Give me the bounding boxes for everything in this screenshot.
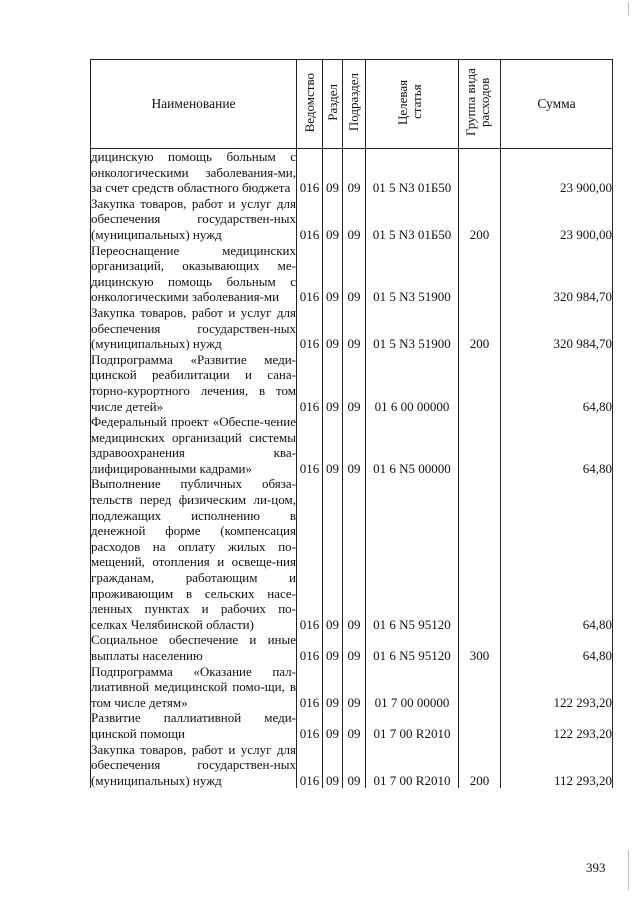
- row-razdel-cell: 09: [323, 414, 343, 476]
- header-podrazdel: [343, 60, 366, 149]
- row-gruppa-cell: [459, 243, 501, 305]
- row-gruppa-cell: [459, 414, 501, 476]
- row-vedomstvo-cell: 016: [297, 710, 323, 741]
- row-celevaya-cell: 01 5 N3 51900: [366, 305, 459, 352]
- row-gruppa-cell: 300: [459, 632, 501, 663]
- scan-margin-mark: [628, 2, 629, 16]
- row-podrazdel-cell: 09: [343, 149, 366, 196]
- header-summa: Сумма: [501, 60, 613, 149]
- row-gruppa-cell: 200: [459, 196, 501, 243]
- row-razdel-cell: 09: [323, 305, 343, 352]
- row-celevaya-cell: 01 6 N5 95120: [366, 476, 459, 632]
- header-razdel-label: Раздел: [324, 83, 340, 121]
- row-name-cell: Развитие паллиативной меди-цинской помощи: [91, 710, 296, 741]
- header-razdel: [323, 60, 343, 149]
- row-summa-cell: 122 293,20: [501, 710, 613, 741]
- table-row: [91, 243, 613, 305]
- row-razdel-cell: 09: [323, 742, 343, 789]
- row-gruppa-cell: 200: [459, 305, 501, 352]
- header-name: Наименование: [91, 60, 297, 149]
- row-podrazdel-cell: 09: [343, 414, 366, 476]
- header-gruppa: [459, 60, 501, 149]
- row-name-cell: Подпрограмма «Оказание пал-лиативной медицинской помо-щи, в том числе детям»: [91, 663, 296, 710]
- row-name-cell: Подпрограмма «Развитие меди-цинской реабилитации и сана-торно-курортного лечения, в том числе детей»: [91, 351, 296, 414]
- table-header: [91, 60, 613, 149]
- row-summa-cell: 320 984,70: [501, 305, 613, 352]
- row-gruppa-cell: [459, 476, 501, 632]
- row-summa-cell: 320 984,70: [501, 243, 613, 305]
- row-name-cell: Выполнение публичных обяза-тельств перед физическим ли-цом, подлежащих исполнению в денежной форме (компенсация расходов на оплату жилых по-мещений, отопления и освеще-ния гражданам, работающим и проживающим в сельских насе-ленных пунктах и рабочих по-селках Челябинской области): [91, 476, 296, 632]
- row-summa-cell: 64,80: [501, 632, 613, 663]
- row-name-cell: Социальное обеспечение и иные выплаты населению: [91, 632, 296, 663]
- row-vedomstvo-cell: 016: [297, 414, 323, 476]
- table-row: [91, 196, 613, 243]
- header-gruppa-label: Группа вида расходов: [462, 68, 492, 137]
- row-vedomstvo-cell: 016: [297, 632, 323, 663]
- row-vedomstvo-cell: 016: [297, 243, 323, 305]
- header-celevaya: [366, 60, 459, 149]
- table-row: [91, 149, 613, 196]
- table-row: [91, 664, 613, 711]
- row-name-cell: Закупка товаров, работ и услуг для обеспечения государствен-ных (муниципальных) нужд: [91, 741, 296, 788]
- row-celevaya-cell: 01 7 00 R2010: [366, 710, 459, 741]
- row-celevaya-cell: 01 6 N5 95120: [366, 632, 459, 663]
- row-name-cell: Закупка товаров, работ и услуг для обеспечения государствен-ных (муниципальных) нужд: [91, 195, 296, 242]
- row-summa-cell: 23 900,00: [501, 149, 613, 196]
- row-razdel-cell: 09: [323, 196, 343, 243]
- row-podrazdel-cell: 09: [343, 196, 366, 243]
- row-gruppa-cell: [459, 664, 501, 711]
- row-summa-cell: 122 293,20: [501, 664, 613, 711]
- row-name-cell: Переоснащение медицинских организаций, оказывающих ме-дицинскую помощь больным с онкологическими заболевания-ми: [91, 242, 296, 305]
- row-summa-cell: 23 900,00: [501, 196, 613, 243]
- header-vedomstvo-label: Ведомство: [301, 72, 317, 132]
- table-body: [91, 149, 613, 789]
- row-podrazdel-cell: 09: [343, 710, 366, 741]
- table-row: [91, 742, 613, 789]
- row-gruppa-cell: [459, 149, 501, 196]
- row-razdel-cell: 09: [323, 476, 343, 632]
- table-row: [91, 414, 613, 476]
- row-celevaya-cell: 01 6 00 00000: [366, 352, 459, 414]
- row-podrazdel-cell: 09: [343, 243, 366, 305]
- row-podrazdel-cell: 09: [343, 352, 366, 414]
- row-gruppa-cell: [459, 352, 501, 414]
- row-name-cell: Закупка товаров, работ и услуг для обеспечения государствен-ных (муниципальных) нужд: [91, 304, 296, 352]
- row-celevaya-cell: 01 5 N3 01Б50: [366, 196, 459, 243]
- table-row: [91, 710, 613, 741]
- row-razdel-cell: 09: [323, 352, 343, 414]
- row-vedomstvo-cell: 016: [297, 149, 323, 196]
- row-podrazdel-cell: 09: [343, 632, 366, 663]
- row-summa-cell: 64,80: [501, 476, 613, 632]
- table-row: [91, 476, 613, 632]
- table-row: [91, 305, 613, 352]
- row-celevaya-cell: 01 6 N5 00000: [366, 414, 459, 476]
- row-vedomstvo-cell: 016: [297, 476, 323, 632]
- row-podrazdel-cell: 09: [343, 305, 366, 352]
- row-celevaya-cell: 01 7 00 R2010: [366, 742, 459, 789]
- table-row: [91, 632, 613, 663]
- row-vedomstvo-cell: 016: [297, 742, 323, 789]
- row-razdel-cell: 09: [323, 632, 343, 663]
- scan-margin-mark-bottom: [628, 850, 629, 890]
- row-gruppa-cell: 200: [459, 742, 501, 789]
- row-razdel-cell: 09: [323, 243, 343, 305]
- header-vedomstvo: [297, 60, 323, 149]
- header-celevaya-label: Целевая статья: [395, 79, 424, 125]
- row-celevaya-cell: 01 5 N3 51900: [366, 243, 459, 305]
- row-summa-cell: 64,80: [501, 352, 613, 414]
- page-number: 393: [586, 860, 606, 875]
- row-razdel-cell: 09: [323, 149, 343, 196]
- row-name-cell: Федеральный проект «Обеспе-чение медицинских организаций системы здравоохранения ква-лифицированными кадрами»: [91, 414, 296, 476]
- row-podrazdel-cell: 09: [343, 664, 366, 711]
- row-name-cell: дицинскую помощь больным с онкологическими заболевания-ми, за счет средств областного бюджета: [91, 149, 296, 196]
- row-gruppa-cell: [459, 710, 501, 741]
- row-vedomstvo-cell: 016: [297, 664, 323, 711]
- row-podrazdel-cell: 09: [343, 742, 366, 789]
- table-row: [91, 352, 613, 414]
- row-summa-cell: 64,80: [501, 414, 613, 476]
- row-razdel-cell: 09: [323, 710, 343, 741]
- row-summa-cell: 112 293,20: [501, 742, 613, 789]
- row-vedomstvo-cell: 016: [297, 352, 323, 414]
- budget-table: [90, 59, 613, 788]
- row-celevaya-cell: 01 7 00 00000: [366, 664, 459, 711]
- row-vedomstvo-cell: 016: [297, 305, 323, 352]
- row-razdel-cell: 09: [323, 664, 343, 711]
- row-celevaya-cell: 01 5 N3 01Б50: [366, 149, 459, 196]
- row-podrazdel-cell: 09: [343, 476, 366, 632]
- row-vedomstvo-cell: 016: [297, 196, 323, 243]
- header-podrazdel-label: Подраздел: [346, 73, 361, 132]
